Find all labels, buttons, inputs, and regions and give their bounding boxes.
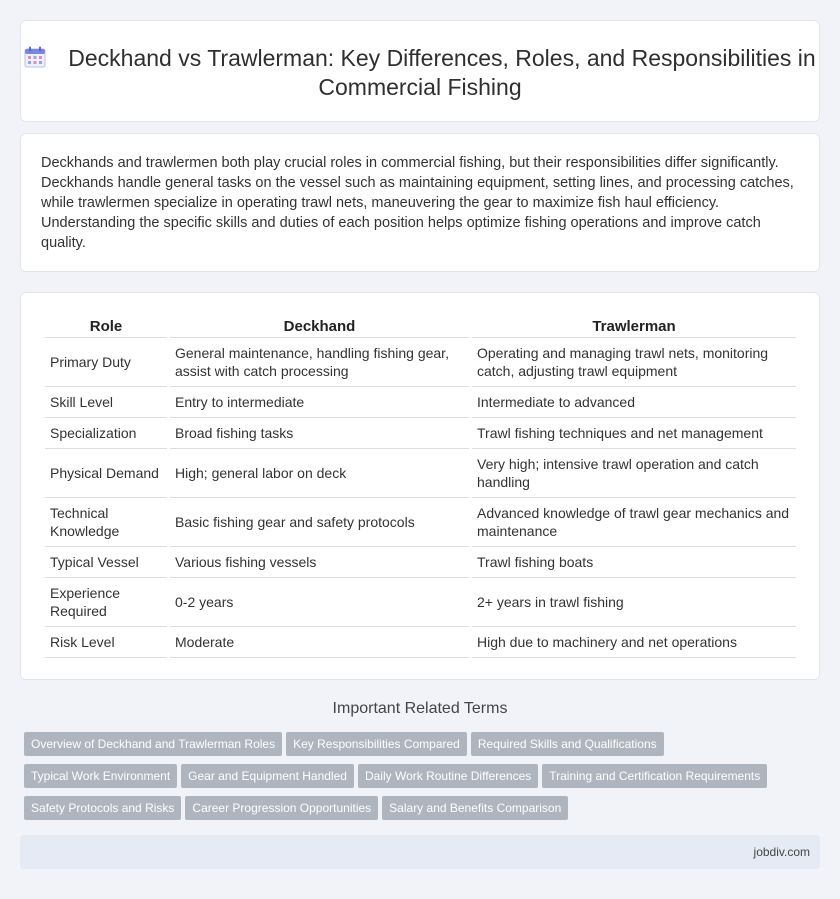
row-label: Technical Knowledge: [45, 498, 167, 547]
table-row: [45, 547, 796, 578]
trawlerman-cell: Trawl fishing boats: [472, 547, 796, 578]
header-role: Role: [45, 316, 167, 338]
related-term-tag[interactable]: Typical Work Environment: [24, 764, 177, 788]
related-term-tag[interactable]: Daily Work Routine Differences: [358, 764, 538, 788]
related-terms-tags: [24, 732, 824, 828]
deckhand-cell: Basic fishing gear and safety protocols: [170, 498, 469, 547]
row-label: Risk Level: [45, 627, 167, 658]
related-term-tag[interactable]: Training and Certification Requirements: [542, 764, 767, 788]
deckhand-cell: Entry to intermediate: [170, 387, 469, 418]
intro-card: [20, 133, 820, 272]
trawlerman-cell: Operating and managing trawl nets, monitoring catch, adjusting trawl equipment: [472, 338, 796, 387]
related-term-tag[interactable]: Salary and Benefits Comparison: [382, 796, 568, 820]
header-deckhand: Deckhand: [170, 316, 469, 338]
related-term-tag[interactable]: Required Skills and Qualifications: [471, 732, 664, 756]
trawlerman-cell: High due to machinery and net operations: [472, 627, 796, 658]
row-label: Typical Vessel: [45, 547, 167, 578]
trawlerman-cell: Very high; intensive trawl operation and catch handling: [472, 449, 796, 498]
deckhand-cell: Various fishing vessels: [170, 547, 469, 578]
page-title: [21, 44, 819, 102]
header-trawlerman: Trawlerman: [472, 316, 796, 338]
comparison-card: [20, 292, 820, 680]
trawlerman-cell: Trawl fishing techniques and net management: [472, 418, 796, 449]
comparison-table: [42, 316, 799, 658]
table-row: [45, 449, 796, 498]
footer: [20, 835, 820, 869]
table-row: [45, 627, 796, 658]
table-row: [45, 418, 796, 449]
row-label: Skill Level: [45, 387, 167, 418]
table-header-row: [45, 316, 796, 338]
deckhand-cell: High; general labor on deck: [170, 449, 469, 498]
deckhand-cell: 0-2 years: [170, 578, 469, 627]
trawlerman-cell: 2+ years in trawl fishing: [472, 578, 796, 627]
deckhand-cell: Moderate: [170, 627, 469, 658]
deckhand-cell: Broad fishing tasks: [170, 418, 469, 449]
table-row: [45, 578, 796, 627]
intro-paragraph: Deckhands and trawlermen both play crucial roles in commercial fishing, but their responsibilities differ significantly. Deckhands handle general tasks on the vessel such as maintaining equipment, setting lines, and processing catches, while trawlermen specialize in operating trawl nets, maneuvering the gear to maximize fish haul efficiency. Understanding the specific skills and duties of each position helps optimize fishing operations and improve catch quality.: [41, 155, 794, 251]
table-row: [45, 498, 796, 547]
row-label: Primary Duty: [45, 338, 167, 387]
trawlerman-cell: Intermediate to advanced: [472, 387, 796, 418]
row-label: Experience Required: [45, 578, 167, 627]
table-row: [45, 387, 796, 418]
row-label: Specialization: [45, 418, 167, 449]
related-term-tag[interactable]: Gear and Equipment Handled: [181, 764, 354, 788]
related-term-tag[interactable]: Overview of Deckhand and Trawlerman Roles: [24, 732, 282, 756]
related-term-tag[interactable]: Safety Protocols and Risks: [24, 796, 181, 820]
related-terms-title: Important Related Terms: [332, 700, 508, 717]
row-label: Physical Demand: [45, 449, 167, 498]
footer-site-link[interactable]: jobdiv.com: [753, 845, 810, 859]
page-title-text: Deckhand vs Trawlerman: Key Differences, Roles, and Responsibilities in Commercial Fishing: [68, 45, 816, 100]
header-card: [20, 20, 820, 122]
trawlerman-cell: Advanced knowledge of trawl gear mechanics and maintenance: [472, 498, 796, 547]
related-term-tag[interactable]: Career Progression Opportunities: [185, 796, 378, 820]
deckhand-cell: General maintenance, handling fishing gear, assist with catch processing: [170, 338, 469, 387]
table-row: [45, 338, 796, 387]
related-term-tag[interactable]: Key Responsibilities Compared: [286, 732, 467, 756]
calendar-icon: [24, 46, 46, 68]
